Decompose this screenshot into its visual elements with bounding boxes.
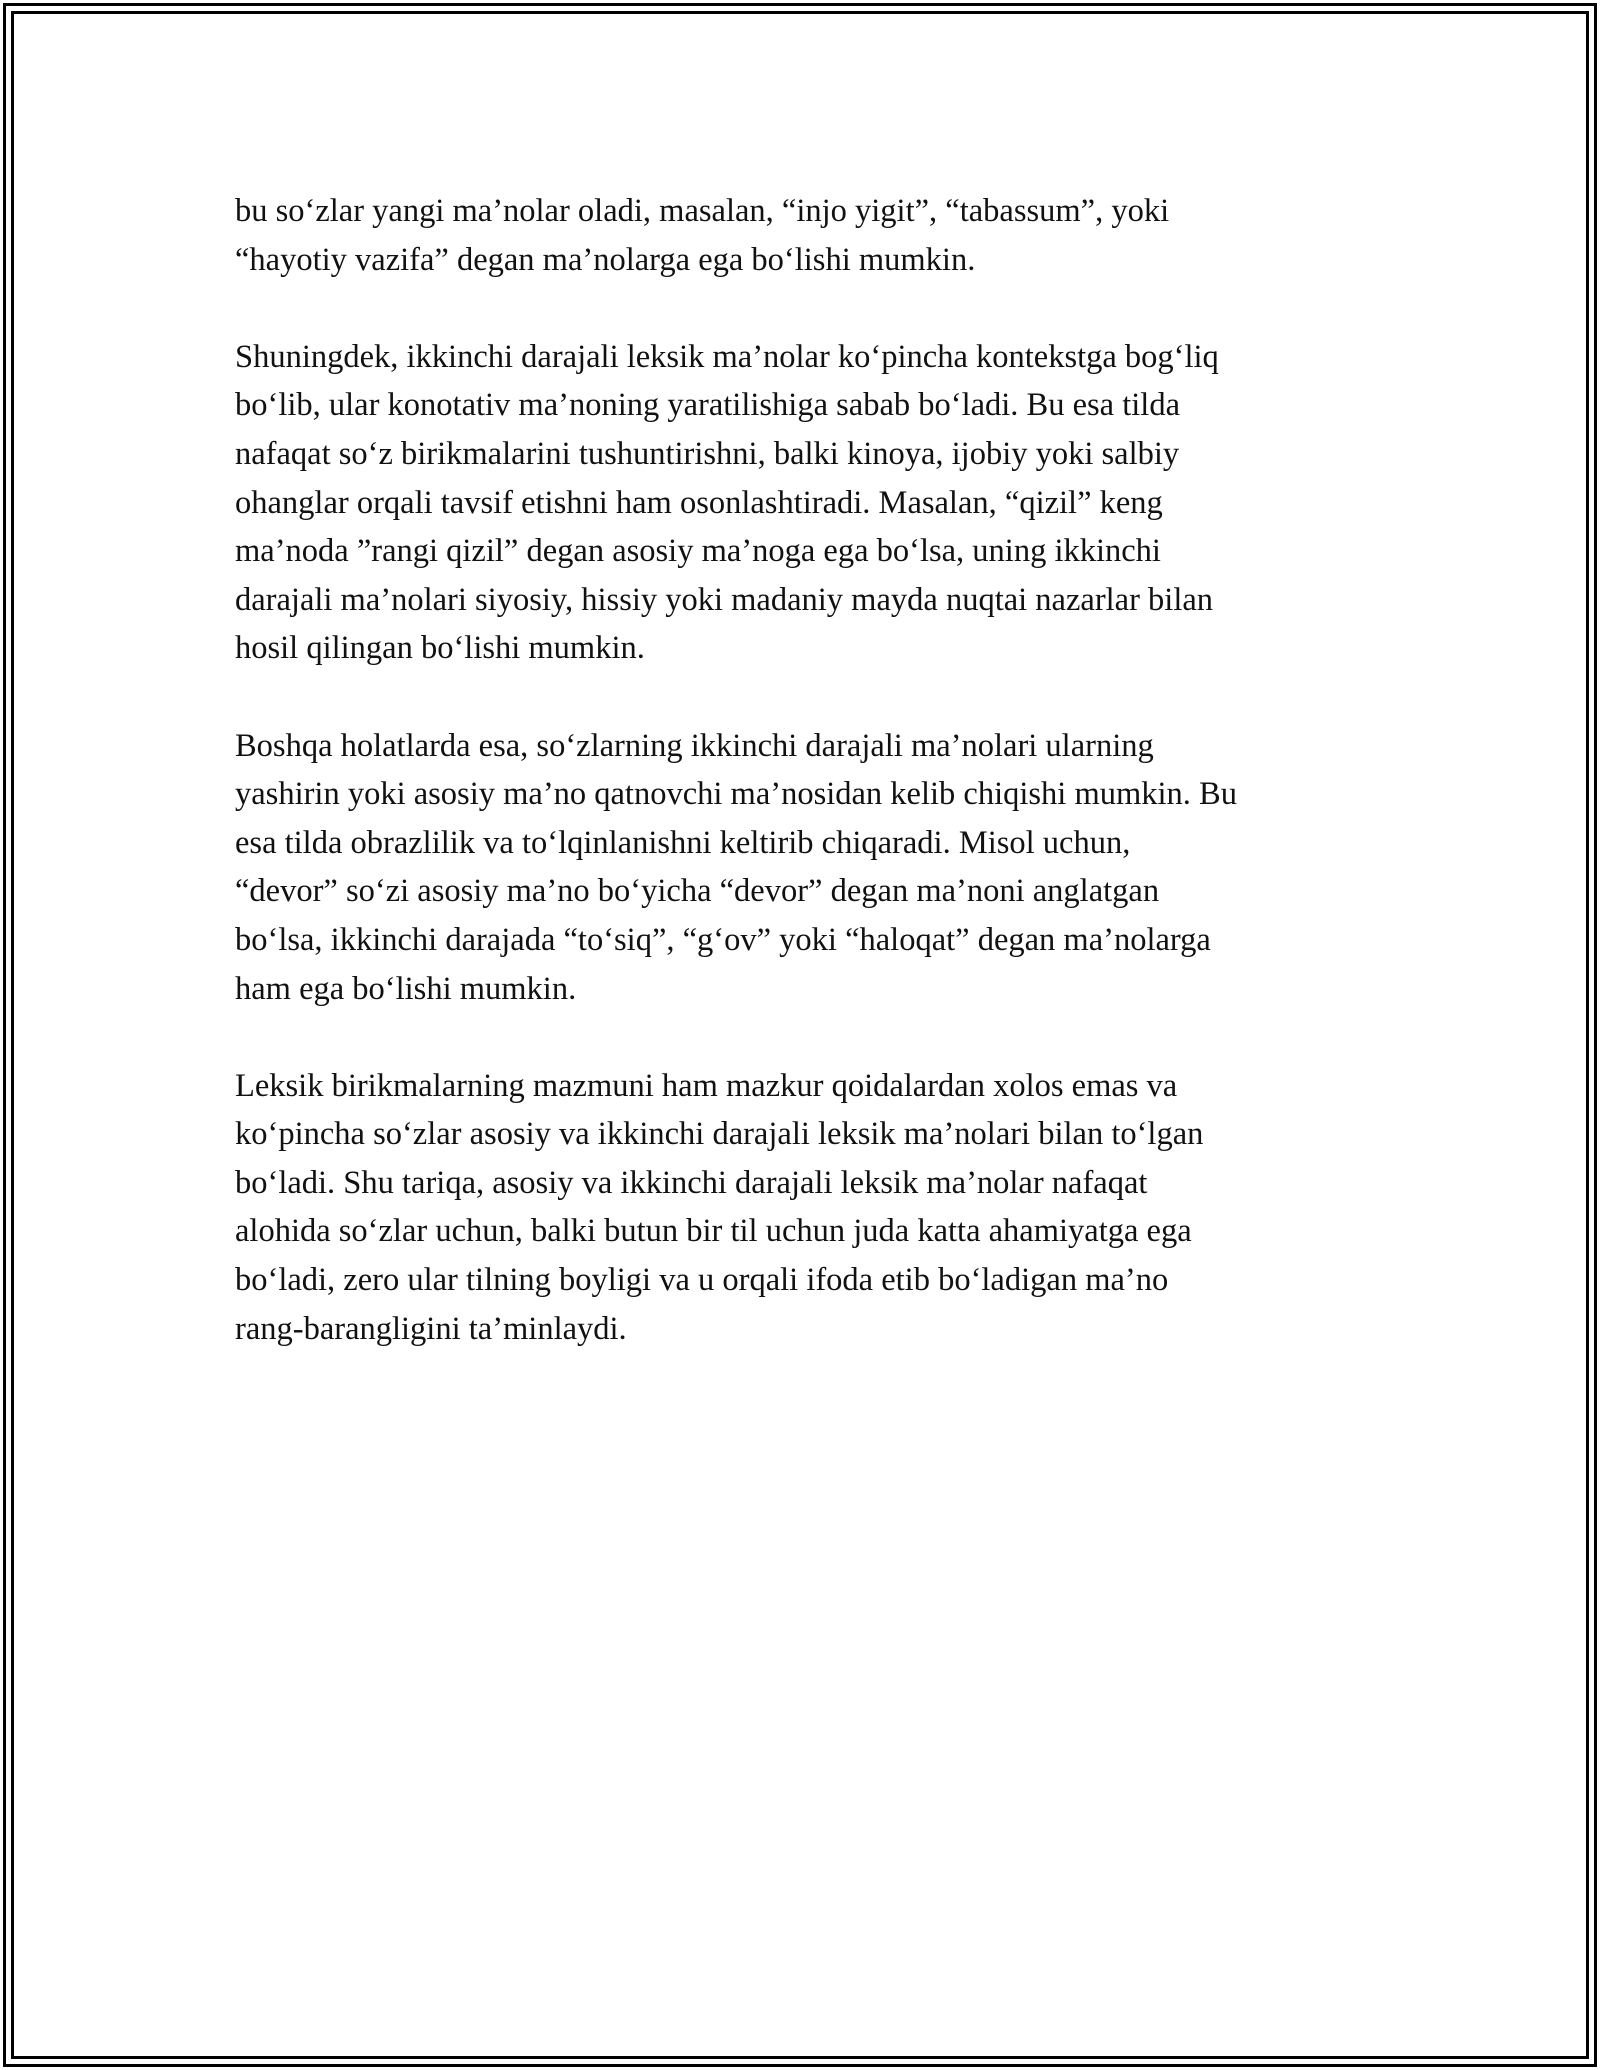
text-line: bu so‘zlar yangi ma’nolar oladi, masalan, “injo yigit”, “tabassum”, yoki [235, 193, 1170, 229]
text-line: esa tilda obrazlilik va to‘lqinlanishni keltirib chiqaradi. Misol uchun, [235, 824, 1131, 861]
text-line: nafaqat so‘z birikmalarini tushuntirishni, balki kinoya, ijobiy yoki salbiy [235, 435, 1180, 472]
text-line: “hayotiy vazifa” degan ma’nolarga ega bo‘lishi mumkin. [235, 241, 976, 278]
text-line: Leksik birikmalarning mazmuni ham mazkur qoidalardan xolos emas va [235, 1067, 1178, 1104]
document-body [235, 187, 1395, 1402]
text-line: rang-barangligini ta’minlaydi. [235, 1310, 627, 1347]
text-line: ko‘pincha so‘zlar asosiy va ikkinchi darajali leksik ma’nolari bilan to‘lgan [235, 1116, 1204, 1153]
text-line: yashirin yoki asosiy ma’no qatnovchi ma’nosidan kelib chiqishi mumkin. Bu [235, 776, 1237, 813]
text-line: bo‘ladi. Shu tariqa, asosiy va ikkinchi darajali leksik ma’nolar nafaqat [235, 1164, 1148, 1201]
text-line: Shuningdek, ikkinchi darajali leksik ma’nolar ko‘pincha kontekstga bog‘liq [235, 338, 1219, 375]
text-line: bo‘lsa, ikkinchi darajada “to‘siq”, “g‘ov” yoki “haloqat” degan ma’nolarga [235, 921, 1211, 958]
text-line: alohida so‘zlar uchun, balki butun bir til uchun juda katta ahamiyatga ega [235, 1213, 1192, 1250]
text-line: “devor” so‘zi asosiy ma’no bo‘yicha “devor” degan ma’noni anglatgan [235, 873, 1160, 910]
text-line: bo‘lib, ular konotativ ma’noning yaratilishiga sabab bo‘ladi. Bu esa tilda [235, 387, 1180, 424]
paragraph-1 [235, 187, 1395, 284]
text-line: ohanglar orqali tavsif etishni ham osonlashtiradi. Masalan, “qizil” keng [235, 484, 1163, 521]
text-line: darajali ma’nolari siyosiy, hissiy yoki madaniy mayda nuqtai nazarlar bilan [235, 581, 1214, 618]
text-line: ma’noda ”rangi qizil” degan asosiy ma’noga ega bo‘lsa, uning ikkinchi [235, 533, 1161, 570]
paragraph-3 [235, 722, 1395, 1014]
text-line: ham ega bo‘lishi mumkin. [235, 970, 577, 1007]
text-line: bo‘ladi, zero ular tilning boyligi va u orqali ifoda etib bo‘ladigan ma’no [235, 1262, 1169, 1299]
paragraph-4 [235, 1062, 1395, 1354]
text-line: Boshqa holatlarda esa, so‘zlarning ikkinchi darajali ma’nolari ularning [235, 727, 1154, 764]
paragraph-2 [235, 333, 1395, 673]
text-line: hosil qilingan bo‘lishi mumkin. [235, 630, 645, 667]
